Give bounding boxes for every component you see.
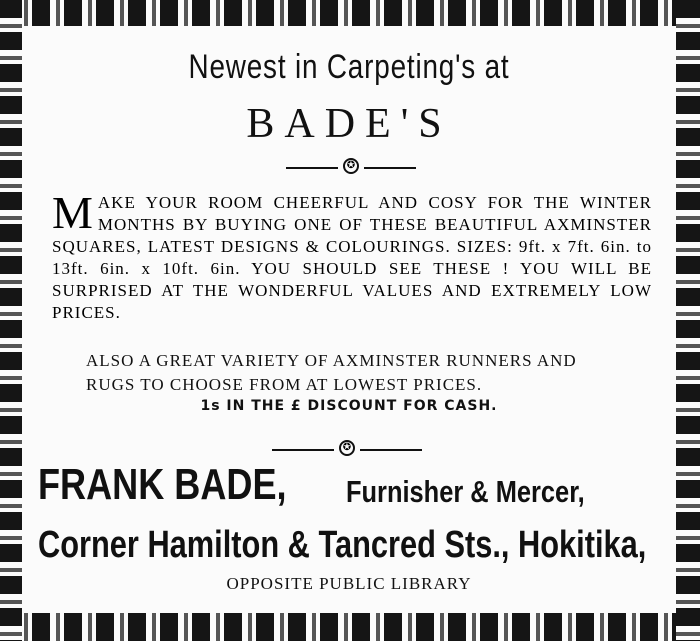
ornamental-border-right <box>676 0 700 641</box>
shop-address: Corner Hamilton & Tancred Sts., Hokitika, <box>38 524 647 566</box>
drop-cap: M <box>52 187 94 238</box>
ad-panel <box>26 30 672 609</box>
star-ornament-icon: ✪ <box>343 158 359 174</box>
landmark-note: OPPOSITE PUBLIC LIBRARY <box>226 574 472 593</box>
star-ornament-icon: ✪ <box>339 440 355 456</box>
headline: Newest in Carpeting's at <box>188 48 510 86</box>
runners-line-2: RUGS TO CHOOSE FROM AT LOWEST PRICES. <box>86 375 483 394</box>
ornamental-border-bottom <box>0 613 700 641</box>
shop-name: BADE'S <box>246 101 452 147</box>
ornamental-border-top <box>0 0 700 26</box>
body-text: AKE YOUR ROOM CHEERFUL AND COSY FOR THE WINTER MONTHS BY BUYING ONE OF THESE BEAUTIFUL AXMINSTER SQUARES, LATEST DESIGNS & COLOURINGS. SIZES: 9ft. x 7ft. 6in. to 13ft. 6in. x 10ft. 6in. YOU SHOULD SEE THESE ! YOU WILL BE SURPRISED AT THE WONDERFUL VALUES AND EXTREMELY LOW PRICES. <box>52 193 652 322</box>
ornamental-border-left <box>0 0 22 641</box>
body-paragraph <box>52 187 652 324</box>
discount-line: 1s IN THE £ DISCOUNT FOR CASH. <box>200 398 498 414</box>
ornament-divider-bottom <box>272 440 422 460</box>
runners-line-1: ALSO A GREAT VARIETY OF AXMINSTER RUNNERS AND <box>86 351 577 370</box>
proprietor-name: FRANK BADE, <box>38 460 287 509</box>
ornament-divider-top <box>286 158 416 178</box>
trade-description: Furnisher & Mercer, <box>346 474 585 509</box>
